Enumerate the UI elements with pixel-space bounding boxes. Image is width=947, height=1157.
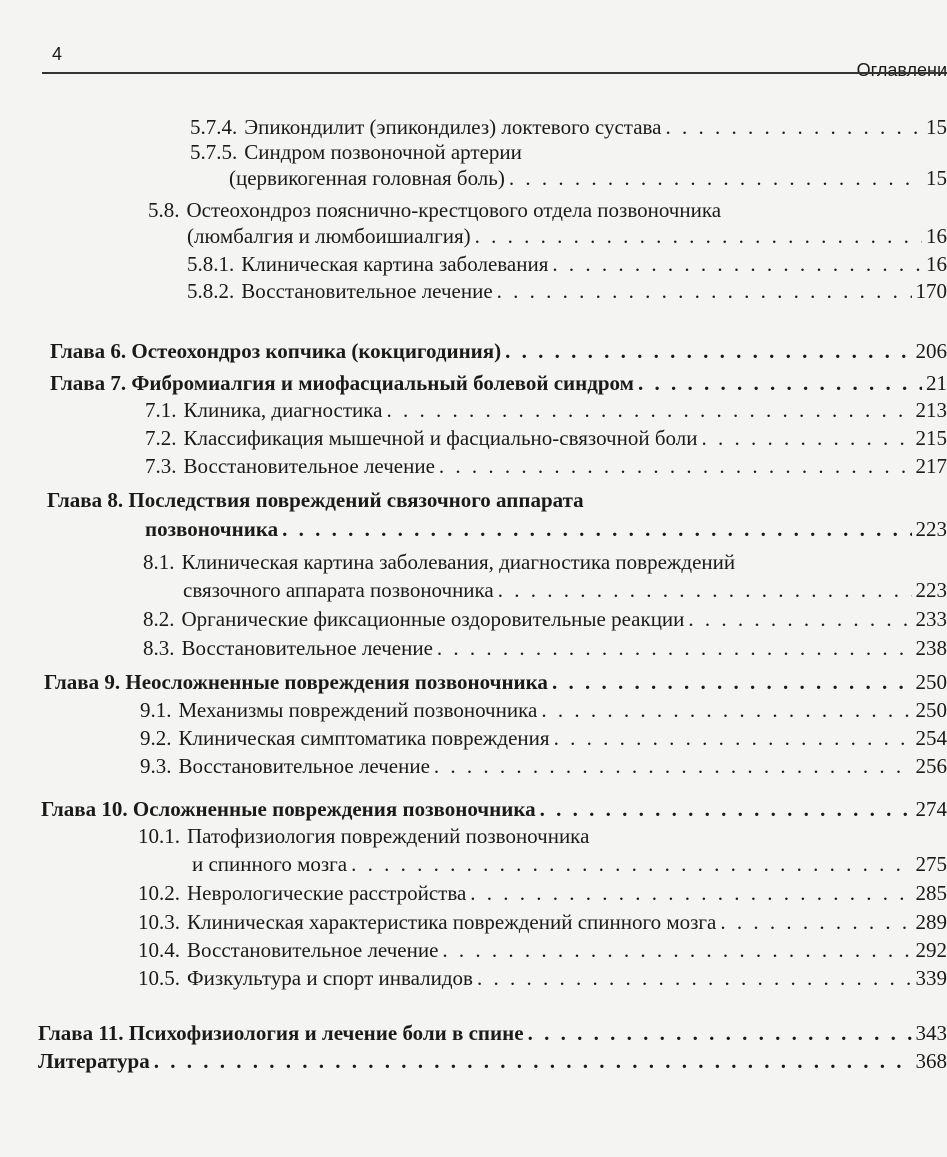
dot-leader (434, 752, 912, 780)
toc-entry (229, 164, 947, 192)
toc-entry (145, 424, 947, 452)
toc-entry-title: Клиническая картина заболевания, диагностика повреждений (181, 550, 736, 574)
toc-entry-number: 7.3. (145, 454, 177, 478)
toc-entry-number: 5.8.1. (187, 252, 235, 276)
toc-entry-title: (цервикогенная головная боль) (229, 166, 505, 190)
toc-entry-number: 10.3. (138, 910, 180, 934)
dot-leader (351, 850, 911, 878)
toc-entry-number: 10.4. (138, 938, 180, 962)
toc-entry (138, 822, 947, 850)
toc-entry-title: Клиническая картина заболевания (241, 252, 549, 276)
page-number: 4 (52, 44, 63, 64)
dot-leader (688, 605, 911, 633)
toc-entry (138, 936, 947, 964)
dot-leader (509, 164, 922, 192)
toc-entry (187, 277, 947, 305)
toc-entry-title: Неврологические расстройства (187, 881, 467, 905)
toc-entry-title: Органические фиксационные оздоровительные реакции (181, 607, 685, 631)
toc-entry (140, 696, 947, 724)
toc-chapter (44, 668, 947, 696)
toc-entry (143, 634, 947, 662)
toc-chapter (38, 1047, 947, 1075)
toc-entry-page: 16 (926, 252, 947, 276)
toc-chapter (145, 515, 947, 543)
toc-entry (138, 879, 947, 907)
toc-entry (192, 850, 947, 878)
toc-entry-page: 275 (915, 852, 947, 876)
toc-entry (138, 908, 947, 936)
toc-entry-page: 285 (915, 881, 947, 905)
dot-leader (475, 222, 922, 250)
toc-entry-number: 5.8.2. (187, 279, 235, 303)
toc-entry (140, 724, 947, 752)
dot-leader (541, 696, 911, 724)
toc-entry-page: 250 (915, 670, 947, 694)
toc-entry-page: 250 (915, 698, 947, 722)
toc-entry-title: Глава 10. Осложненные повреждения позвоночника (41, 797, 536, 821)
toc-entry (187, 250, 947, 278)
toc-entry-page: 292 (915, 938, 947, 962)
toc-entry-page: 223 (915, 578, 947, 602)
toc-entry-number: 8.1. (143, 550, 175, 574)
toc-chapter (41, 795, 947, 823)
dot-leader (701, 424, 911, 452)
toc-entry-page: 274 (915, 797, 947, 821)
toc-entry-page: 343 (915, 1021, 947, 1045)
toc-entry (140, 752, 947, 780)
dot-leader (505, 337, 911, 365)
toc-entry-title: Эпикондилит (эпикондилез) локтевого сустава (244, 115, 662, 139)
dot-leader (282, 515, 911, 543)
dot-leader (437, 634, 912, 662)
toc-entry-title: Восстановительное лечение (187, 938, 439, 962)
dot-leader (470, 879, 911, 907)
toc-entry-title: Глава 7. Фибромиалгия и миофасциальный болевой синдром (50, 371, 634, 395)
toc-entry-title: Клиническая характеристика повреждений спинного мозга (187, 910, 717, 934)
dot-leader (442, 936, 911, 964)
toc-entry-title: Глава 11. Психофизиология и лечение боли в спине (38, 1021, 524, 1045)
toc-entry-title: Глава 9. Неосложненные повреждения позвоночника (44, 670, 548, 694)
dot-leader (720, 908, 911, 936)
toc-entry-title: Глава 8. Последствия повреждений связочного аппарата (47, 488, 584, 512)
dot-leader (528, 1019, 912, 1047)
dot-leader (477, 964, 912, 992)
toc-entry-title: Физкультура и спорт инвалидов (187, 966, 473, 990)
toc-entry-page: 368 (915, 1049, 947, 1073)
toc-entry-title: Остеохондроз пояснично-крестцового отдела позвоночника (186, 198, 722, 222)
dot-leader (554, 724, 912, 752)
toc-entry-title: Классификация мышечной и фасциально-связочной боли (183, 426, 698, 450)
toc-entry-title: Клиника, диагностика (183, 398, 383, 422)
toc-entry-page: 339 (915, 966, 947, 990)
toc-entry-title: и спинного мозга (192, 852, 348, 876)
toc-entry (143, 605, 947, 633)
toc-entry (148, 196, 947, 224)
toc-entry-page: 256 (915, 754, 947, 778)
toc-entry-title: (люмбалгия и люмбоишиалгия) (187, 224, 471, 248)
toc-entry (145, 452, 947, 480)
toc-entry-number: 5.7.5. (190, 140, 238, 164)
toc-entry-title: Механизмы повреждений позвоночника (178, 698, 538, 722)
toc-entry (190, 113, 947, 141)
toc-entry-page: 217 (915, 454, 947, 478)
toc-entry-title: Восстановительное лечение (178, 754, 430, 778)
dot-leader (498, 576, 912, 604)
toc-entry-page: 206 (915, 339, 947, 363)
toc-entry-title: Восстановительное лечение (181, 636, 433, 660)
toc-entry (190, 138, 947, 166)
toc-entry-title: Синдром позвоночной артерии (244, 140, 522, 164)
toc-chapter (50, 369, 947, 397)
dot-leader (154, 1047, 912, 1075)
toc-entry (145, 396, 947, 424)
running-head: Оглавлени (856, 60, 947, 80)
dot-leader (638, 369, 922, 397)
dot-leader (497, 277, 912, 305)
toc-entry (143, 548, 947, 576)
toc-entry-page: 15 (926, 166, 947, 190)
toc-entry-number: 10.2. (138, 881, 180, 905)
toc-entry-number: 9.1. (140, 698, 172, 722)
toc-entry (187, 222, 947, 250)
dot-leader (439, 452, 912, 480)
toc-entry-title: Литература (38, 1049, 150, 1073)
toc-entry-title: связочного аппарата позвоночника (183, 578, 494, 602)
toc-entry-page: 215 (915, 426, 947, 450)
toc-chapter (50, 337, 947, 365)
toc-entry-number: 7.2. (145, 426, 177, 450)
toc-entry-title: Клиническая симптоматика повреждения (178, 726, 550, 750)
dot-leader (552, 250, 922, 278)
toc-entry-number: 8.2. (143, 607, 175, 631)
dot-leader (540, 795, 912, 823)
toc-entry-page: 238 (915, 636, 947, 660)
dot-leader (666, 113, 922, 141)
toc-entry-number: 10.1. (138, 824, 180, 848)
toc-entry-title: позвоночника (145, 517, 279, 541)
toc-entry-page: 223 (915, 517, 947, 541)
toc-entry-number: 9.3. (140, 754, 172, 778)
dot-leader (386, 396, 911, 424)
toc-entry-number: 5.8. (148, 198, 180, 222)
toc-entry-title: Восстановительное лечение (241, 279, 493, 303)
toc-entry-number: 8.3. (143, 636, 175, 660)
toc-chapter (47, 486, 947, 514)
toc-entry-number: 7.1. (145, 398, 177, 422)
toc-entry-page: 21 (926, 371, 947, 395)
toc-entry-page: 289 (915, 910, 947, 934)
toc-entry-page: 15 (926, 115, 947, 139)
toc-entry-number: 5.7.4. (190, 115, 238, 139)
dot-leader (552, 668, 912, 696)
toc-entry-page: 16 (926, 224, 947, 248)
toc-entry-page: 233 (915, 607, 947, 631)
toc-entry (183, 576, 947, 604)
toc-entry-title: Патофизиология повреждений позвоночника (187, 824, 590, 848)
toc-entry-page: 254 (915, 726, 947, 750)
toc-entry-page: 170 (915, 279, 947, 303)
toc-entry-number: 9.2. (140, 726, 172, 750)
toc-entry-number: 10.5. (138, 966, 180, 990)
toc-entry (138, 964, 947, 992)
toc-entry-title: Восстановительное лечение (183, 454, 435, 478)
toc-entry-title: Глава 6. Остеохондроз копчика (кокцигодиния) (50, 339, 502, 363)
toc-chapter (38, 1019, 947, 1047)
toc-entry-page: 213 (915, 398, 947, 422)
